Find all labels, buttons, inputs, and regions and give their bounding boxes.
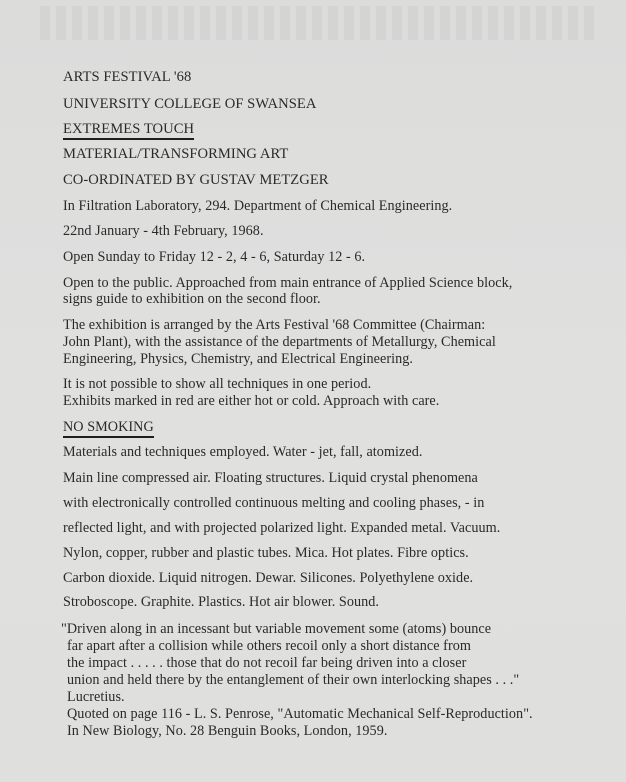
exhibition-subtitle: MATERIAL/TRANSFORMING ART: [63, 146, 289, 162]
quote-line: the impact . . . . . those that do not recoil far being driven into a closer: [67, 655, 467, 671]
materials-line: Carbon dioxide. Liquid nitrogen. Dewar. Silicones. Polyethylene oxide.: [63, 570, 474, 586]
access-line: signs guide to exhibition on the second floor.: [63, 291, 321, 307]
materials-line: Stroboscope. Graphite. Plastics. Hot air blower. Sound.: [63, 594, 380, 610]
dates: 22nd January - 4th February, 1968.: [63, 223, 264, 239]
exhibition-title-text: EXTREMES TOUCH: [63, 121, 194, 140]
bleed-through-text: [40, 6, 600, 40]
materials-line: reflected light, and with projected polarized light. Expanded metal. Vacuum.: [63, 520, 501, 536]
college-name: UNIVERSITY COLLEGE OF SWANSEA: [63, 96, 317, 112]
quote-attribution: Lucretius.: [67, 689, 125, 705]
quote-line: "Driven along in an incessant but variable movement some (atoms) bounce: [61, 621, 492, 637]
materials-line: Main line compressed air. Floating structures. Liquid crystal phenomena: [63, 470, 478, 486]
arrangement-line: Engineering, Physics, Chemistry, and Electrical Engineering.: [63, 351, 413, 367]
no-smoking: [63, 419, 154, 436]
arrangement-line: John Plant), with the assistance of the departments of Metallurgy, Chemical: [63, 334, 496, 350]
arrangement-line: The exhibition is arranged by the Arts Festival '68 Committee (Chairman:: [63, 317, 486, 333]
quote-source: In New Biology, No. 28 Benguin Books, London, 1959.: [67, 723, 388, 739]
opening-hours: Open Sunday to Friday 12 - 2, 4 - 6, Saturday 12 - 6.: [63, 249, 366, 265]
materials-line: with electronically controlled continuous melting and cooling phases, - in: [63, 495, 485, 511]
access-line: Open to the public. Approached from main entrance of Applied Science block,: [63, 275, 513, 291]
coordinator: CO-ORDINATED BY GUSTAV METZGER: [63, 172, 329, 188]
notice-line: It is not possible to show all techniques in one period.: [63, 376, 372, 392]
quote-source: Quoted on page 116 - L. S. Penrose, "Automatic Mechanical Self-Reproduction".: [67, 706, 533, 722]
materials-line: Materials and techniques employed. Water - jet, fall, atomized.: [63, 444, 423, 460]
quote-line: far apart after a collision while others recoil only a short distance from: [67, 638, 471, 654]
location: In Filtration Laboratory, 294. Department of Chemical Engineering.: [63, 198, 453, 214]
quote-line: union and held there by the entanglement of their own interlocking shapes . . .": [67, 672, 520, 688]
notice-line: Exhibits marked in red are either hot or cold. Approach with care.: [63, 393, 440, 409]
materials-line: Nylon, copper, rubber and plastic tubes. Mica. Hot plates. Fibre optics.: [63, 545, 469, 561]
no-smoking-text: NO SMOKING: [63, 419, 154, 438]
festival-name: ARTS FESTIVAL '68: [63, 69, 192, 85]
exhibition-title: [63, 121, 194, 138]
